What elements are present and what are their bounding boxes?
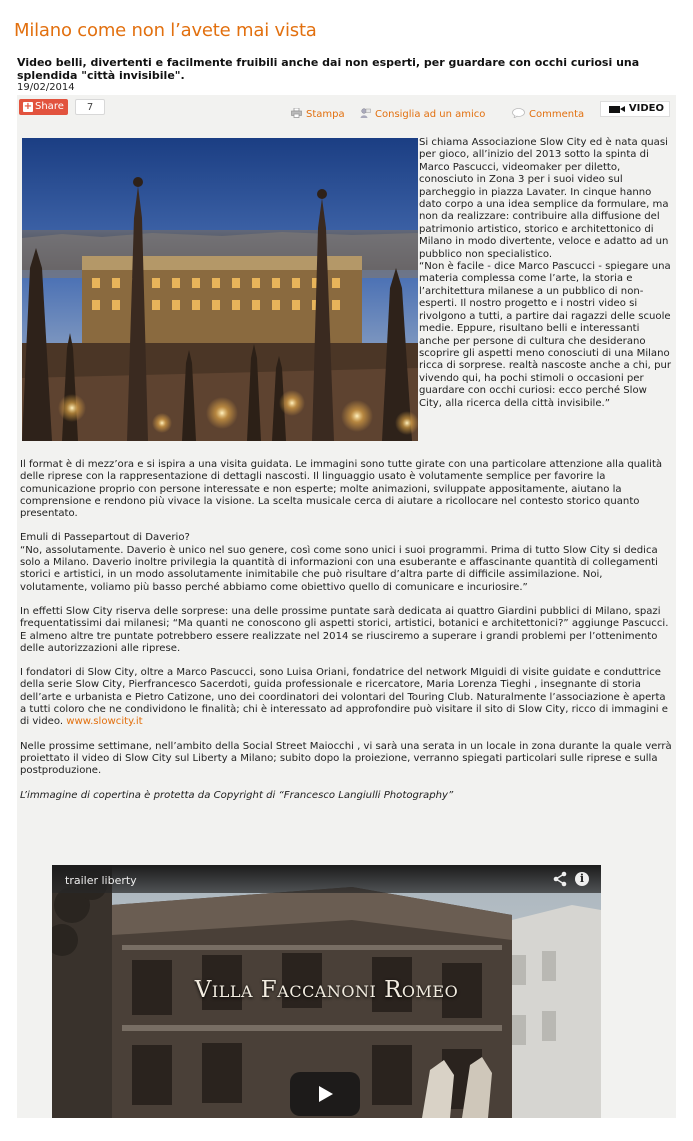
body-question: Emuli di Passepartout di Daverio? [20, 532, 190, 544]
article-subtitle: Video belli, divertenti e facilmente fruibili anche dai non esperti, per guardare con occhi curiosi una splendida "città invisibile". [17, 56, 640, 82]
print-icon [291, 108, 302, 118]
body-paragraph-5: Nelle prossime settimane, nell’ambito della Social Street Maiocchi , vi sarà una serata in un locale in zona durante la quale verrà proiettato il video di Slow City sul Liberty a Milano; subito dopo la proiezione, verranno spiegati particolari sulle riprese e sulla postproduzione. [20, 740, 672, 777]
share-count: 7 [75, 99, 105, 115]
hero-image [22, 138, 418, 441]
share-icon[interactable] [552, 871, 568, 887]
milan-cathedral-rooftop-photo [22, 138, 418, 441]
video-camera-icon [609, 106, 620, 113]
video-label: VIDEO [628, 103, 664, 114]
info-icon[interactable]: i [575, 872, 589, 886]
article-body [20, 459, 673, 814]
body-paragraph-1: Il format è di mezz’ora e si ispira a una visita guidata. Le immagini sono tutte girate con una particolare attenzione alla qualità delle riprese con la rappresentazione di dettagli nascosti. Il linguaggio usato è volutamente semplice per favorire la comunicazione proprio con persone interessate e non esperte; molte animazioni, sviluppate appositamente, aiutano la comprensione e rendono più vivace la visione. La scelta musicale cerca di aiutare a ricollocare nel contesto storico quanto presentato. [20, 459, 663, 520]
body-paragraph-4-text: I fondatori di Slow City, oltre a Marco Pascucci, sono Luisa Oriani, fondatrice del network MIguidi di visite guidate e conduttrice della serie Slow City, Pierfrancesco Sacerdoti, guida professionale e ricercatore, Maria Lorenza Tieghi , insegnante di storia dell’arte e urbanista e Pietro Catizone, uno dei coordinatori dei volontari del Touring Club. Naturalmente l’associazione è aperta a tutti coloro che ne condividono le finalità; chi è interessato ad approfondire può visitare il sito di Slow City, ricco di immagini e di video. [20, 667, 668, 728]
play-icon[interactable] [290, 1072, 360, 1116]
print-link[interactable] [291, 108, 345, 120]
intro-paragraph-2: “Non è facile - dice Marco Pascucci - spiegare una materia complessa come l’arte, la storia e l’architettura milanese a un pubblico di non-esperti. Il nostro progetto e i nostri video si rivolgono a tutti, a partire dai ragazzi delle scuole medie. Eppure, risultano belli e interessanti anche per persone di cultura che desiderano scoprire gli aspetti meno conosciuti di una Milano ricca di sorprese. realtà nascoste anche a chi, pur vivendo qui, ha pochi stimoli o occasioni per guardare con occhi curiosi: ecco perché Slow City, alla ricerca della città invisibile.” [419, 261, 672, 409]
article-toolbar [17, 95, 676, 121]
body-paragraph-2 [20, 532, 673, 593]
recommend-label: Consiglia ad un amico [375, 109, 486, 120]
intro-text [419, 137, 672, 410]
intro-paragraph-1: Si chiama Associazione Slow City ed è nata quasi per gioco, all’inizio del 2013 sotto la spinta di Marco Pascucci, videomaker per diletto, conosciuto in Zona 3 per i suoi video sul parcheggio in piazza Lavater. In cinque hanno dato corpo a una idea semplice da formulare, ma non da realizzare: contribuire alla diffusione del patrimonio artistico, storico e architettonico di Milano in modo divertente, veloce e adatto ad un pubblico non specialistico. [419, 137, 669, 260]
print-label: Stampa [306, 109, 345, 120]
share-label: Share [35, 101, 64, 112]
body-answer: “No, assolutamente. Daverio è unico nel suo genere, così come sono unici i suoi programmi. Prima di tutto Slow City si dedica solo a Milano. Daverio inoltre privilegia la quantità di informazioni con una esuberante e affascinante quantità di collegamenti storici e artistici, in un modo assolutamente inimitabile che può risultare d’altra parte di difficile assimilazione. Noi, volutamente, voliamo più basso perché abbiamo come obiettivo quello di comunicare e incuriosire.” [20, 544, 658, 593]
share-button[interactable] [19, 99, 68, 115]
recommend-link[interactable] [360, 108, 485, 120]
copyright-note: L’immagine di copertina è protetta da Copyright di “Francesco Langiulli Photography” [20, 789, 454, 801]
video-caption: Villa Faccanoni Romeo [194, 977, 459, 1003]
body-paragraph-3: In effetti Slow City riserva delle sorprese: una delle prossime puntate sarà dedicata ai quattro Giardini pubblici di Milano, spazi frequentatissimi dai milanesi; “Ma quanti ne conoscono gli aspetti storici, artistici, botanici e architettonici?” aggiunge Pascucci. E almeno altre tre puntate potrebbero essere realizzate nel 2014 se riusciremo a superare i grandi problemi per l’ottenimento delle autorizzazioni alle riprese. [20, 605, 669, 654]
video-player[interactable] [52, 865, 601, 1118]
video-button[interactable] [600, 101, 670, 117]
video-header [52, 865, 601, 893]
recommend-icon [360, 108, 371, 118]
article-title: Milano come non l’avete mai vista [14, 20, 317, 41]
comment-label: Commenta [529, 109, 585, 120]
article-panel [17, 95, 676, 1118]
video-title[interactable]: trailer liberty [65, 874, 137, 887]
comment-icon [512, 108, 525, 118]
body-paragraph-4 [20, 667, 673, 728]
plus-icon: + [23, 101, 33, 112]
article-date: 19/02/2014 [17, 82, 75, 93]
comment-link[interactable] [512, 108, 584, 120]
slowcity-link[interactable]: www.slowcity.it [66, 716, 143, 728]
